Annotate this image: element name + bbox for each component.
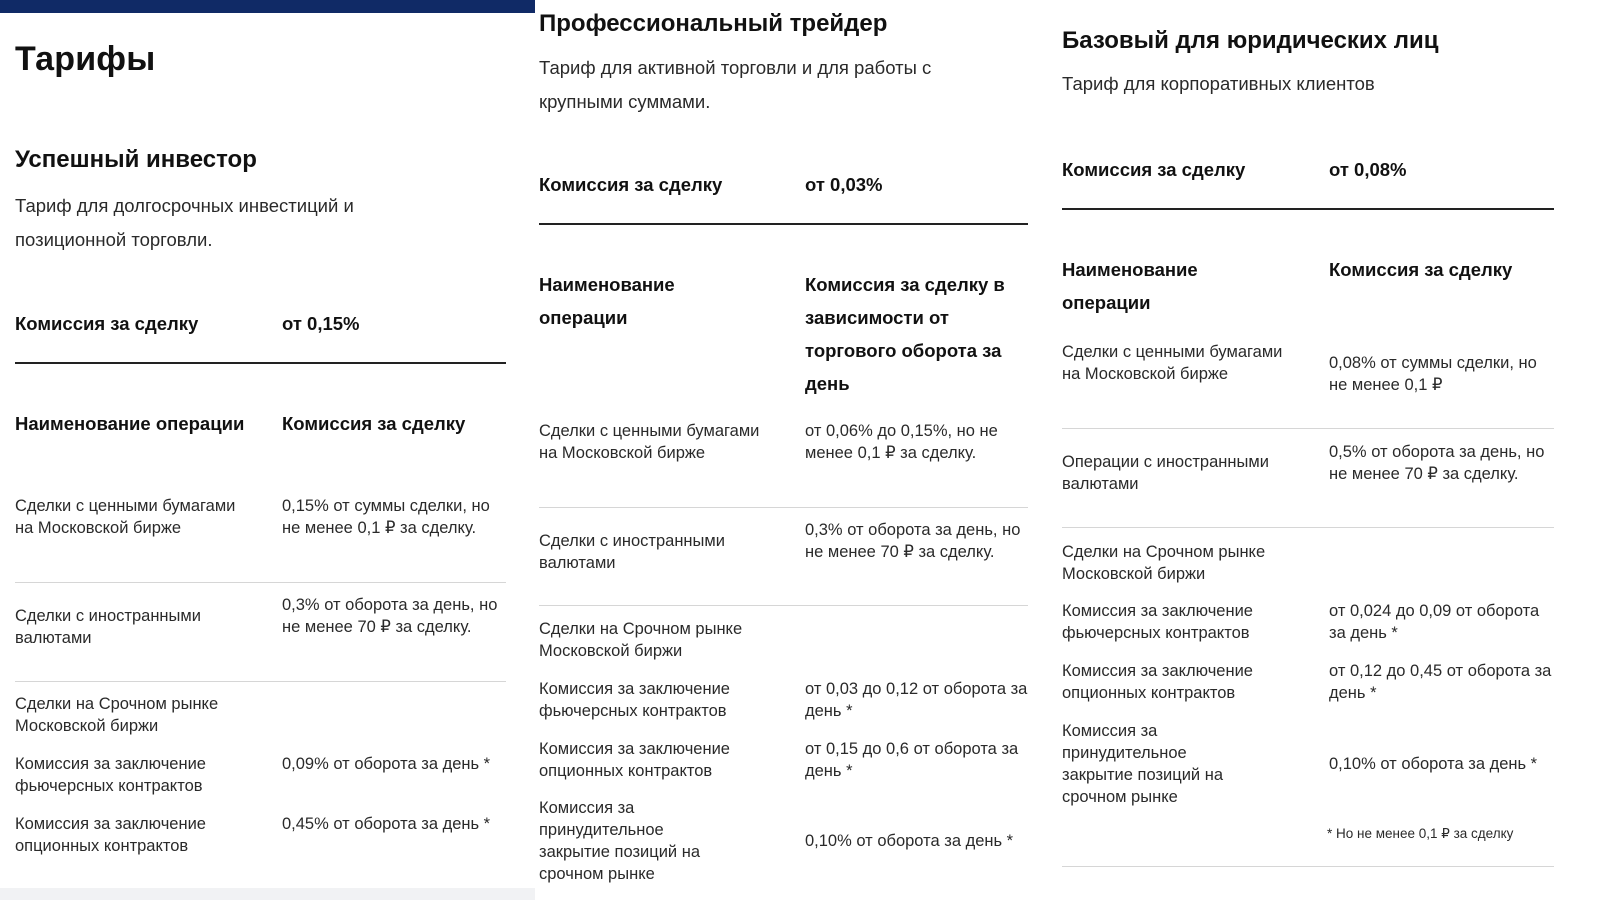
- row-fee: 0,10% от оборота за день *: [1329, 755, 1538, 773]
- row-fee: 0,09% от оборота за день *: [282, 755, 491, 773]
- top-brand-bar: [0, 0, 535, 13]
- row-fee: 0,45% от оборота за день *: [282, 815, 491, 833]
- header-operation: Наименование операции: [1062, 259, 1198, 313]
- section-label: Сделки на Срочном рынке Московской биржи: [1062, 543, 1266, 583]
- row-fee: от 0,15 до 0,6 от оборота за день *: [805, 740, 1019, 780]
- row-fee: от 0,024 до 0,09 от оборота за день *: [1329, 602, 1540, 642]
- page-title: Тарифы: [15, 40, 156, 78]
- tariff-description: Тариф для долгосрочных инвестиций и позиционной торговли.: [15, 195, 354, 250]
- summary-value: от 0,03%: [805, 174, 883, 195]
- row-fee: 0,15% от суммы сделки, но не менее 0,1 ₽ за сделку.: [282, 497, 490, 537]
- row-operation: Сделки с иностранными валютами: [539, 532, 725, 572]
- row-operation: Операции с иностранными валютами: [1062, 453, 1269, 493]
- row-operation: Комиссия за заключение фьючерсных контрактов: [1062, 602, 1253, 642]
- summary-label: Комиссия за сделку: [15, 313, 199, 334]
- summary-divider: [15, 362, 506, 364]
- row-operation: Комиссия за заключение фьючерсных контрактов: [15, 755, 206, 795]
- tariff-title: Профессиональный трейдер: [539, 10, 888, 37]
- row-operation: Комиссия за заключение фьючерсных контрактов: [539, 680, 730, 720]
- row-divider: [15, 681, 506, 682]
- row-operation: Сделки с ценными бумагами на Московской бирже: [15, 497, 236, 537]
- row-fee: 0,10% от оборота за день *: [805, 832, 1014, 850]
- row-operation: Комиссия за принудительное закрытие позиций на срочном рынке: [539, 799, 700, 883]
- row-divider: [1062, 428, 1554, 429]
- row-divider: [1062, 527, 1554, 528]
- tariff-title: Успешный инвестор: [15, 146, 257, 173]
- summary-divider: [1062, 208, 1554, 210]
- summary-label: Комиссия за сделку: [539, 174, 723, 195]
- bottom-strip: [0, 888, 535, 900]
- header-operation: Наименование операции: [15, 413, 245, 434]
- row-fee: от 0,03 до 0,12 от оборота за день *: [805, 680, 1028, 720]
- row-divider: [15, 582, 506, 583]
- row-fee: 0,08% от суммы сделки, но не менее 0,1 ₽: [1329, 354, 1537, 394]
- tariff-column-legal-entities: [1062, 0, 1600, 900]
- row-operation: Сделки с ценными бумагами на Московской бирже: [539, 422, 760, 462]
- header-commission: Комиссия за сделку: [282, 413, 466, 434]
- tariff-description: Тариф для активной торговли и для работы с крупными суммами.: [539, 57, 932, 112]
- row-operation: Комиссия за принудительное закрытие позиций на срочном рынке: [1062, 722, 1223, 806]
- row-operation: Комиссия за заключение опционных контрактов: [539, 740, 730, 780]
- row-fee: 0,5% от оборота за день, но не менее 70 ₽ за сделку.: [1329, 443, 1545, 483]
- tariff-title: Базовый для юридических лиц: [1062, 27, 1439, 54]
- header-commission: Комиссия за сделку в зависимости от торгового оборота за день: [805, 274, 1005, 394]
- tariff-column-trader: [535, 0, 1070, 900]
- tariff-column-investor: [0, 0, 535, 900]
- row-divider: [539, 507, 1028, 508]
- summary-divider: [539, 223, 1028, 225]
- footnote: * Но не менее 0,1 ₽ за сделку: [1327, 826, 1514, 841]
- tariff-description: Тариф для корпоративных клиентов: [1062, 73, 1375, 94]
- header-operation: Наименование операции: [539, 274, 675, 328]
- summary-value: от 0,15%: [282, 313, 360, 334]
- row-operation: Сделки с иностранными валютами: [15, 607, 201, 647]
- section-label: Сделки на Срочном рынке Московской биржи: [15, 695, 219, 735]
- row-operation: Комиссия за заключение опционных контрактов: [1062, 662, 1253, 702]
- row-fee: от 0,12 до 0,45 от оборота за день *: [1329, 662, 1552, 702]
- row-fee: 0,3% от оборота за день, но не менее 70 ₽ за сделку.: [805, 521, 1021, 561]
- summary-value: от 0,08%: [1329, 159, 1407, 180]
- section-label: Сделки на Срочном рынке Московской биржи: [539, 620, 743, 660]
- row-fee: 0,3% от оборота за день, но не менее 70 ₽ за сделку.: [282, 596, 498, 636]
- row-divider: [539, 605, 1028, 606]
- row-operation: Сделки с ценными бумагами на Московской бирже: [1062, 343, 1283, 383]
- row-divider: [1062, 866, 1554, 867]
- summary-label: Комиссия за сделку: [1062, 159, 1246, 180]
- row-operation: Комиссия за заключение опционных контрактов: [15, 815, 206, 855]
- header-commission: Комиссия за сделку: [1329, 259, 1513, 280]
- row-fee: от 0,06% до 0,15%, но не менее 0,1 ₽ за сделку.: [805, 422, 998, 462]
